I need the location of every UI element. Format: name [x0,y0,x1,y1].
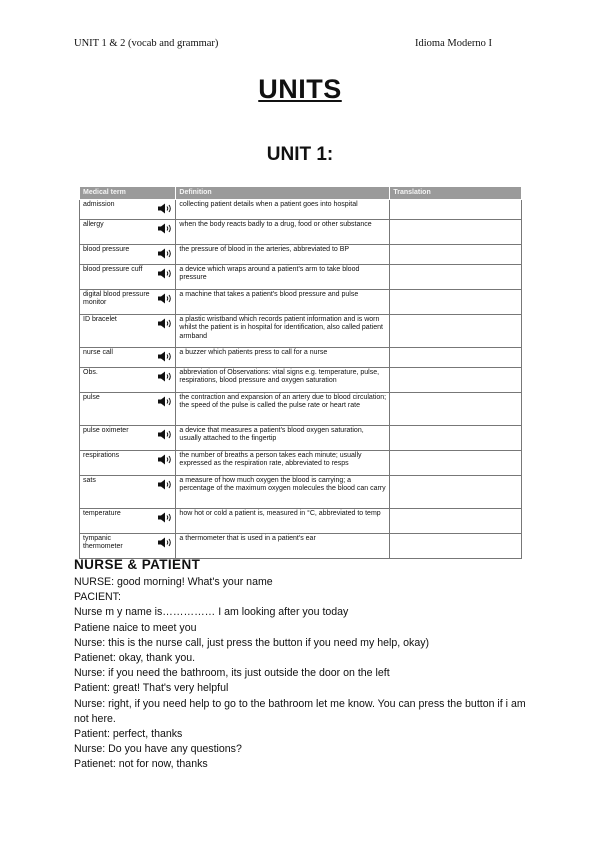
term-text: pulse oximeter [83,427,129,434]
speaker-icon[interactable] [157,268,173,279]
definition-cell: a device which wraps around a patient's arm to take blood pressure [176,265,390,290]
term-cell [80,348,176,368]
term-text: blood pressure [83,246,130,253]
header-left: UNIT 1 & 2 (vocab and grammar) [74,38,219,49]
dialog-line: Patient: great! That's very helpful [74,682,229,695]
term-cell [80,220,176,245]
speaker-icon[interactable] [157,512,173,523]
term-text: nurse call [83,349,113,356]
speaker-icon[interactable] [157,318,173,329]
table-row [80,220,522,245]
table-row [80,476,522,509]
term-text: ID bracelet [83,316,117,323]
dialog-line: Patiene naice to meet you [74,621,197,634]
speaker-icon[interactable] [157,248,173,259]
table-row [80,393,522,426]
translation-cell[interactable] [390,315,522,348]
term-cell [80,245,176,265]
definition-cell: the number of breaths a person takes each minute; usually expressed as the respiration rate, abbreviated to resps [176,451,390,476]
definition-cell: when the body reacts badly to a drug, food or other substance [176,220,390,245]
translation-cell[interactable] [390,245,522,265]
speaker-icon[interactable] [157,396,173,407]
definition-cell: abbreviation of Observations: vital signs e.g. temperature, pulse, respirations, blood pressure and oxygen saturation [176,368,390,393]
definition-cell: the contraction and expansion of an artery due to blood circulation; the speed of the pulse is called the pulse rate or heart rate [176,393,390,426]
term-text: sats [83,477,96,484]
translation-cell[interactable] [390,290,522,315]
column-header: Translation [390,187,522,200]
translation-cell[interactable] [390,348,522,368]
term-cell [80,290,176,315]
unit-heading: UNIT 1: [266,144,334,165]
speaker-icon[interactable] [157,223,173,234]
translation-cell[interactable] [390,451,522,476]
dialog-line: Nurse m y name is…………… I am looking after you today [74,606,349,619]
translation-cell[interactable] [390,393,522,426]
term-cell [80,509,176,534]
dialog-line: Nurse: Do you have any questions? [74,743,242,756]
translation-cell[interactable] [390,476,522,509]
translation-cell[interactable] [390,200,522,220]
speaker-icon[interactable] [157,479,173,490]
translation-cell[interactable] [390,220,522,245]
dialog-line: NURSE: good morning! What's your name [74,576,273,588]
table-header-row [80,187,522,200]
term-cell [80,451,176,476]
table-row [80,265,522,290]
speaker-icon[interactable] [157,351,173,362]
speaker-icon[interactable] [157,203,173,214]
definition-cell: the pressure of blood in the arteries, abbreviated to BP [176,245,390,265]
term-text: temperature [83,510,121,517]
term-text: respirations [83,452,120,459]
speaker-icon[interactable] [157,454,173,465]
term-text: digital blood pressure monitor [83,291,150,307]
term-text: blood pressure cuff [83,266,143,273]
definition-cell: a buzzer which patients press to call for a nurse [176,348,390,368]
term-cell [80,393,176,426]
dialog-line: Nurse: if you need the bathroom, its just outside the door on the left [74,667,390,680]
page-title: UNITS [258,74,342,104]
term-cell [80,265,176,290]
dialog-line: PACIENT: [74,591,121,604]
definition-cell: a device that measures a patient's blood oxygen saturation, usually attached to the fingertip [176,426,390,451]
speaker-icon[interactable] [157,429,173,440]
table-row [80,200,522,220]
table-row [80,509,522,534]
column-header: Medical term [80,187,176,200]
term-text: allergy [83,221,104,228]
header-right: Idioma Moderno I [415,38,492,49]
table-row [80,368,522,393]
dialog-line: Patienet: okay, thank you. [74,652,196,665]
column-header: Definition [176,187,390,200]
term-text: pulse [83,394,100,401]
translation-cell[interactable] [390,265,522,290]
speaker-icon[interactable] [157,537,173,548]
definition-cell: collecting patient details when a patient goes into hospital [176,200,390,220]
definition-cell: a thermometer that is used in a patient's ear [176,534,390,559]
dialog-line: Nurse: this is the nurse call, just press the button if you need my help, okay) [74,636,430,649]
speaker-icon[interactable] [157,293,173,304]
vocab-table [79,186,522,559]
translation-cell[interactable] [390,509,522,534]
table-row [80,348,522,368]
speaker-icon[interactable] [157,371,173,382]
term-cell [80,476,176,509]
table-row [80,534,522,559]
term-cell [80,534,176,559]
translation-cell[interactable] [390,426,522,451]
dialog-block [74,575,534,773]
table-row [80,451,522,476]
definition-cell: a plastic wristband which records patient information and is worn whilst the patient is in hospital for identification, also called patient armband [176,315,390,348]
dialog-line: Patient: perfect, thanks [74,728,183,741]
page-header [74,38,492,49]
dialog-line: Nurse: right, if you need help to go to the bathroom let me know. You can press the button if i am not here. [74,697,526,725]
translation-cell[interactable] [390,368,522,393]
term-text: tympanic thermometer [83,535,123,551]
table-row [80,426,522,451]
dialog-line: Patienet: not for now, thanks [74,758,208,771]
term-text: Obs. [83,369,98,376]
table-row [80,245,522,265]
term-cell [80,315,176,348]
translation-cell[interactable] [390,534,522,559]
section-title: NURSE & PATIENT [74,557,201,572]
table-row [80,290,522,315]
definition-cell: how hot or cold a patient is, measured in °C, abbreviated to temp [176,509,390,534]
term-cell [80,426,176,451]
definition-cell: a measure of how much oxygen the blood is carrying; a percentage of the maximum oxygen molecules the blood can carry [176,476,390,509]
term-cell [80,200,176,220]
term-text: admission [83,201,115,208]
term-cell [80,368,176,393]
definition-cell: a machine that takes a patient's blood pressure and pulse [176,290,390,315]
table-row [80,315,522,348]
